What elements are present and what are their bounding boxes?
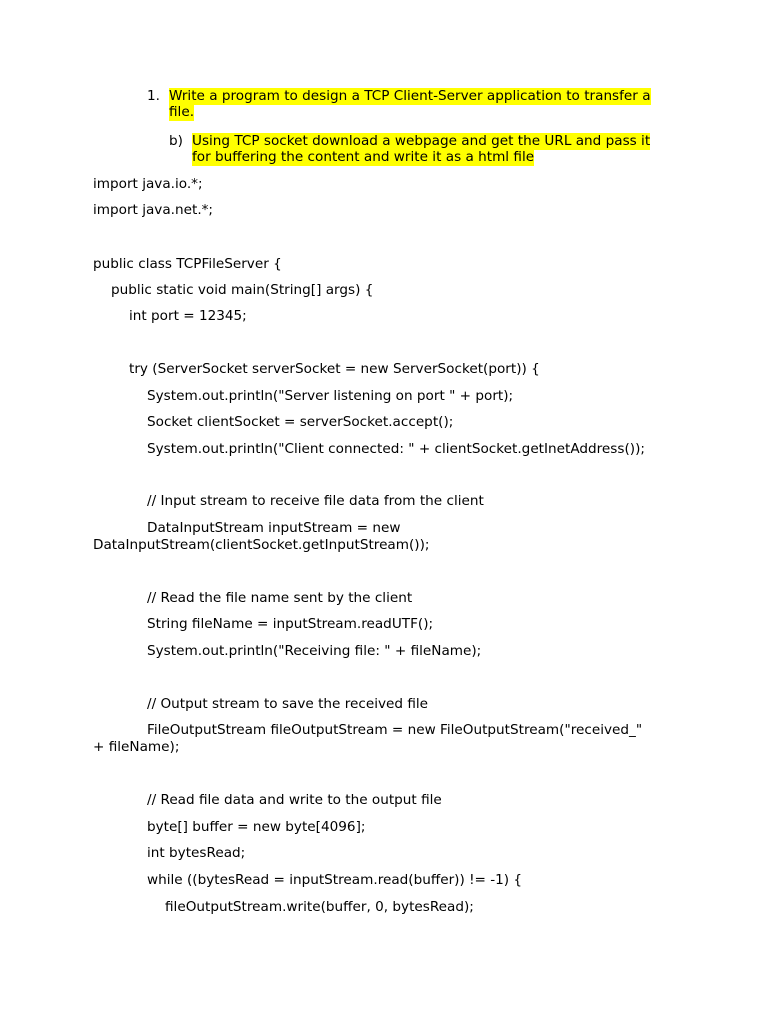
- code-line: fileOutputStream.write(buffer, 0, bytesRead);: [165, 899, 474, 915]
- question-number: 1.: [147, 88, 160, 104]
- subquestion-text-line1: Using TCP socket download a webpage and get the URL and pass it: [192, 133, 651, 149]
- code-line: DataInputStream inputStream = new: [147, 520, 401, 536]
- code-line: public class TCPFileServer {: [93, 256, 282, 272]
- question-text-line2: file.: [169, 104, 195, 120]
- subquestion-text-line2: for buffering the content and write it as a html file: [192, 149, 535, 165]
- code-line: byte[] buffer = new byte[4096];: [147, 819, 366, 835]
- code-comment: // Read file data and write to the output file: [147, 792, 442, 808]
- code-comment: // Output stream to save the received file: [147, 696, 429, 712]
- code-line: import java.io.*;: [93, 176, 203, 192]
- code-line: System.out.println("Client connected: " + clientSocket.getInetAddress());: [147, 441, 645, 457]
- code-comment: // Input stream to receive file data from the client: [147, 493, 484, 509]
- code-line: System.out.println("Receiving file: " + fileName);: [147, 643, 482, 659]
- code-line: while ((bytesRead = inputStream.read(buffer)) != -1) {: [147, 872, 523, 888]
- code-line: int bytesRead;: [147, 845, 246, 861]
- code-line: import java.net.*;: [93, 202, 214, 218]
- code-line: String fileName = inputStream.readUTF();: [147, 616, 434, 632]
- code-line: FileOutputStream fileOutputStream = new FileOutputStream("received_": [147, 722, 643, 738]
- code-line: public static void main(String[] args) {: [111, 282, 374, 298]
- code-line: System.out.println("Server listening on port " + port);: [147, 388, 514, 404]
- code-line: Socket clientSocket = serverSocket.accept();: [147, 414, 454, 430]
- subquestion-label: b): [169, 133, 183, 149]
- code-line: + fileName);: [93, 739, 180, 755]
- code-line: try (ServerSocket serverSocket = new ServerSocket(port)) {: [129, 361, 540, 377]
- code-line: DataInputStream(clientSocket.getInputStream());: [93, 537, 430, 553]
- code-comment: // Read the file name sent by the client: [147, 590, 413, 606]
- question-text-line1: Write a program to design a TCP Client-Server application to transfer a: [169, 88, 651, 104]
- code-line: int port = 12345;: [129, 308, 247, 324]
